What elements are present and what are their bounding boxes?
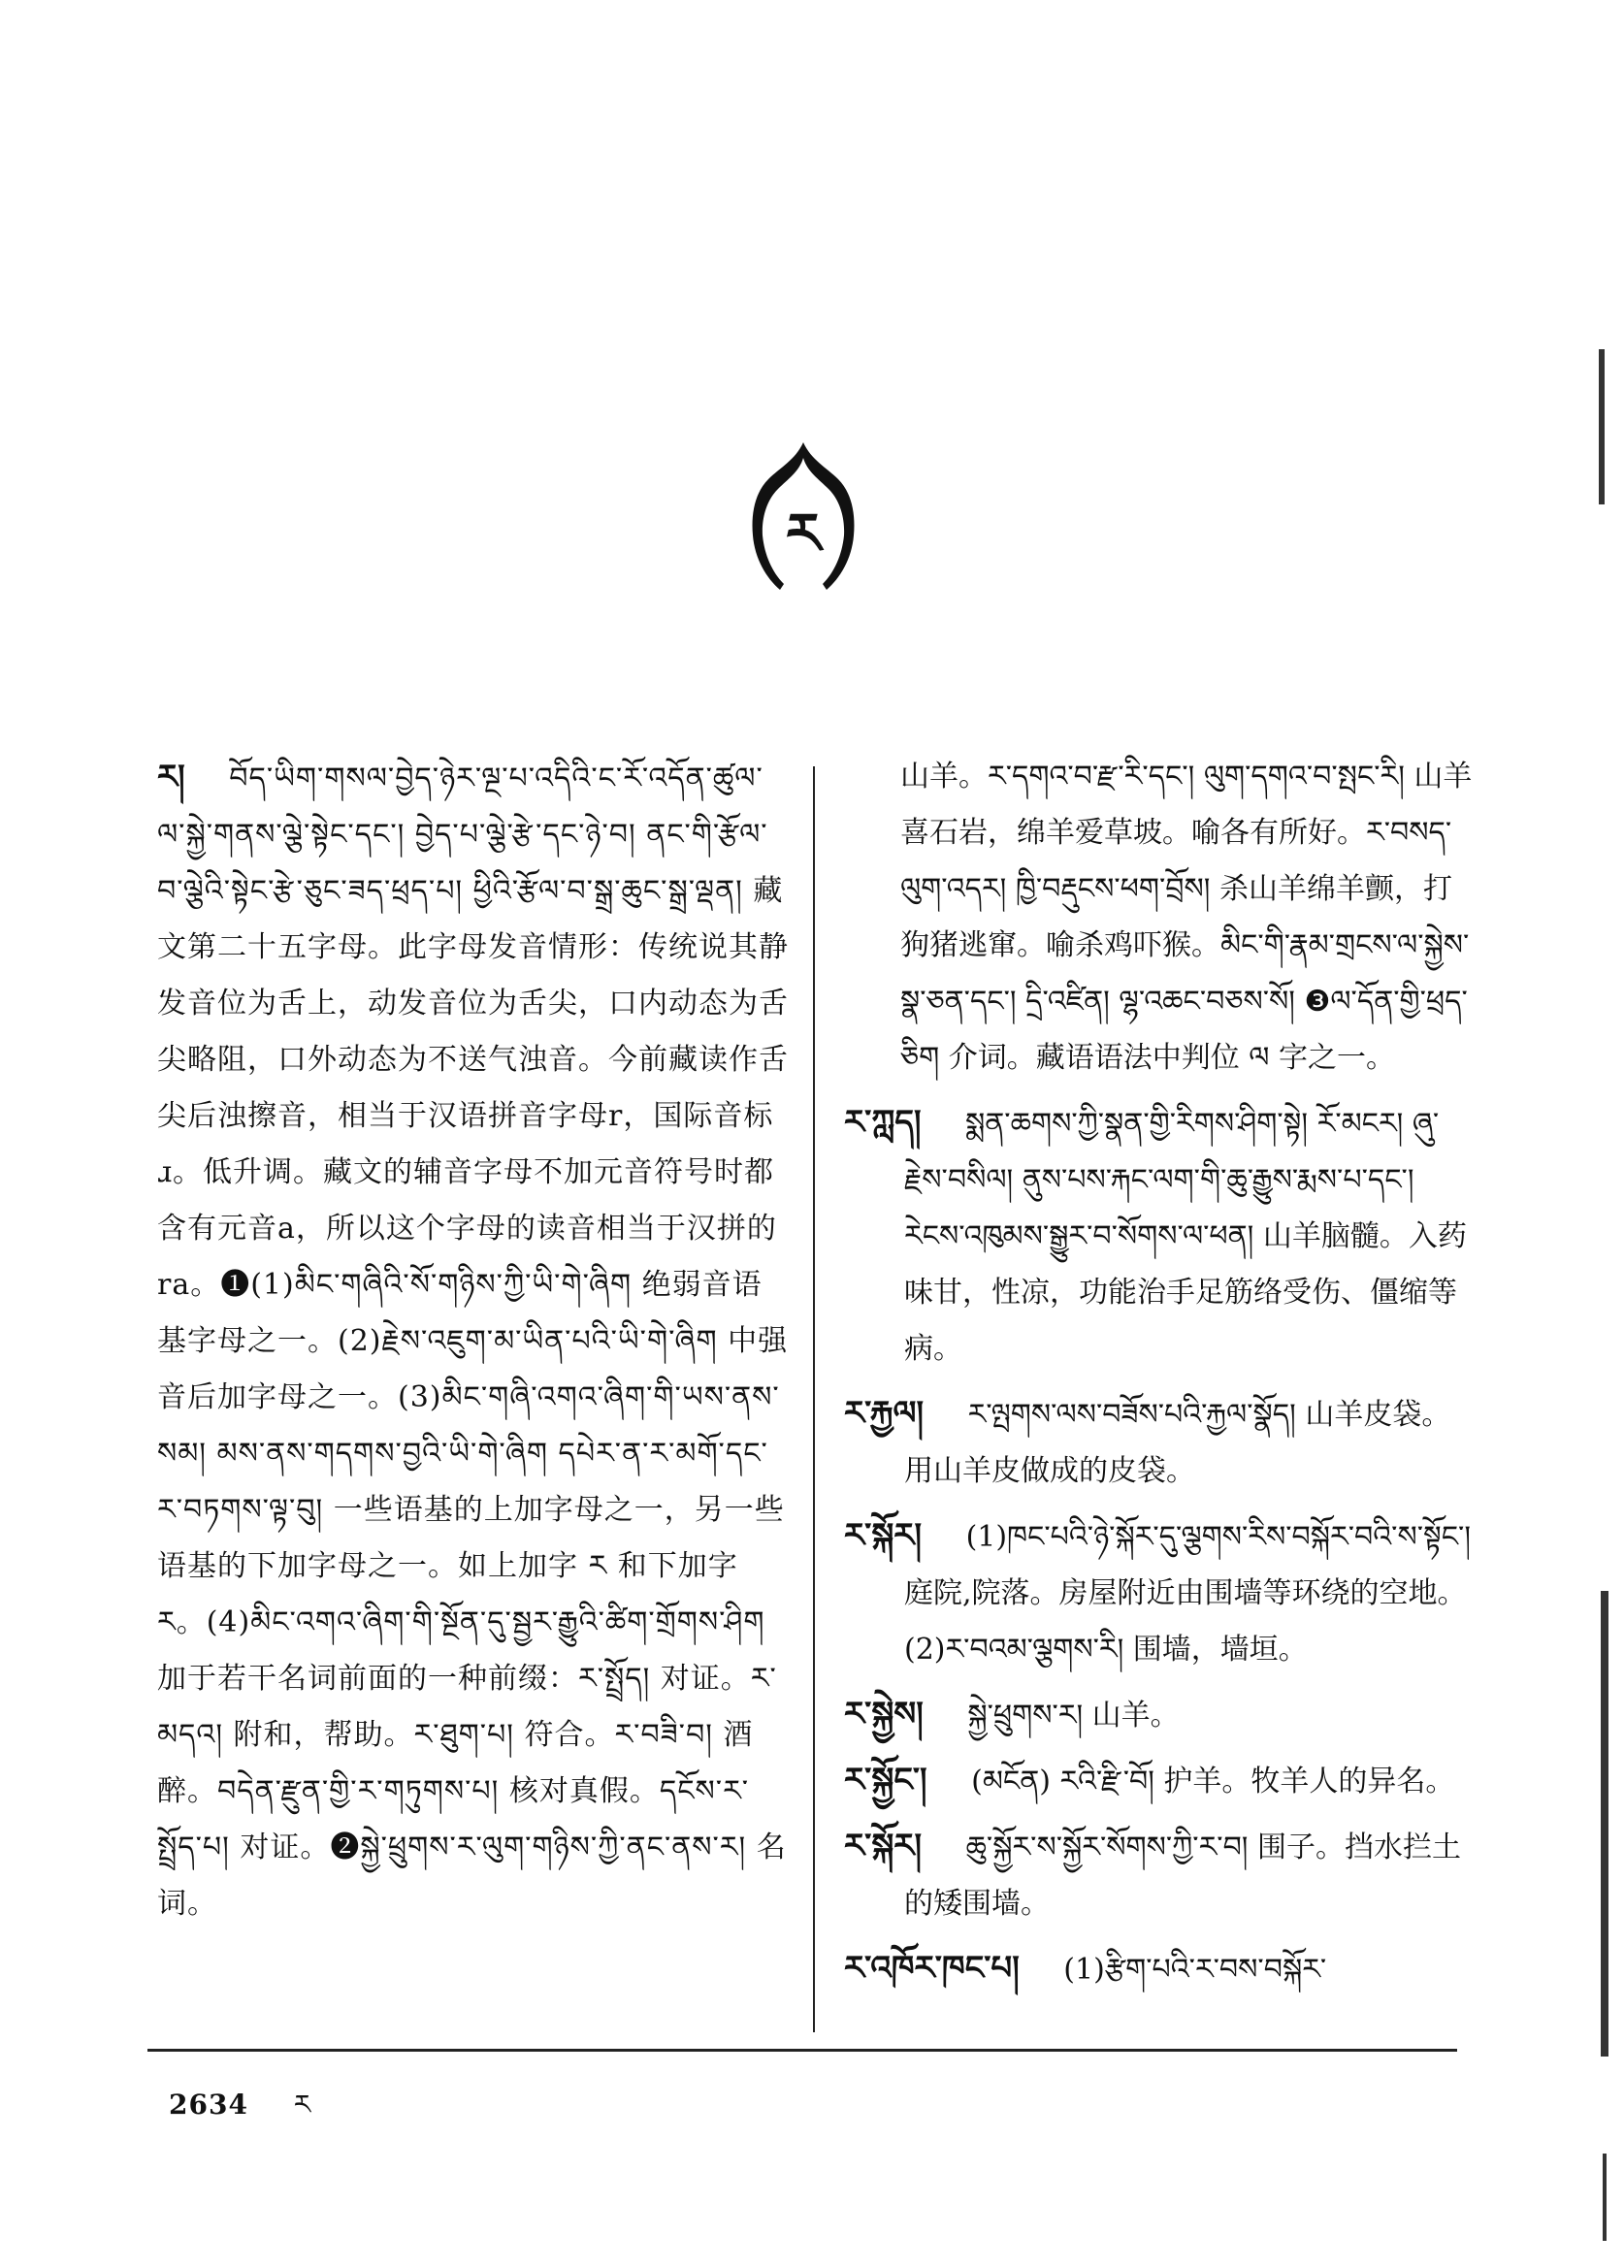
scan-edge-mark: [1599, 349, 1605, 504]
entry-body: སྨན་ཆགས་ཀྱི་སྣན་གྱི་རིགས་ཤིག་སྟེ། རོ་མངར། ཞུ་རྗེས་བསིལ། ནུས་པས་རྐང་ལག་གི་ཆུ་རྒྱུས་རྨས་པ་དང་། རེངས་འཁུམས་སྒྱུར་བ་སོགས་ལ་ཕན། 山羊脑髓。入药味甘，性凉，功能治手足筋络受伤、僵缩等病。: [904, 1107, 1467, 1366]
entry-ra: [157, 749, 790, 1932]
entry-ra-skyes: [844, 1686, 1475, 1744]
entry-ra-klad: [844, 1094, 1475, 1377]
flame-arch-icon: [747, 438, 860, 594]
scan-edge-mark: [1601, 1591, 1608, 2057]
footer-rule: [147, 2049, 1457, 2052]
entry-headword: ར་སྐོར།: [844, 1516, 923, 1555]
right-column: [844, 749, 1475, 2006]
entry-body: ར་ལྤགས་ལས་བཟོས་པའི་རྐྱལ་སྣོད། 山羊皮袋。用山羊皮做成的皮袋。: [904, 1398, 1451, 1488]
page-number: 2634: [169, 2089, 248, 2121]
entry-body: བོད་ཡིག་གསལ་བྱེད་ཉེར་ལྔ་པ་འདིའི་ང་རོ་འདོན་ཚུལ་ལ་སྐྱེ་གནས་ལྕེ་སྟེང་དང་། བྱེད་པ་ལྕེ་རྩེ་དང་ཉེ་བ། ནང་གི་རྩོལ་བ་ལྕེའི་སྟེང་རྩེ་ཅུང་ཟད་ཕྲད་པ། ཕྱིའི་རྩོལ་བ་སྒྲ་ཆུང་སྒྲ་ལྡན། 藏文第二十五字母。此字母发音情形：传统说其静发音位为舌上，动发音位为舌尖，口内动态为舌尖略阻，口外动态为不送气浊音。今前藏读作舌尖后浊擦音，相当于汉语拼音字母r，国际音标ɹ。低升调。藏文的辅音字母不加元音符号时都含有元音a，所以这个字母的读音相当于汉拼的ra。❶(1)མིང་གཞིའི་སོ་གཉིས་ཀྱི་ཡི་གེ་ཞིག 绝弱音语基字母之一。(2)རྗེས་འཇུག་མ་ཡིན་པའི་ཡི་གེ་ཞིག 中强音后加字母之一。(3)མིང་གཞི་འགའ་ཞིག་གི་ཡས་ནས་སམ། མས་ནས་གདགས་བྱའི་ཡི་གེ་ཞིག དཔེར་ན་ར་མགོ་དང་ར་བཏགས་ལྟ་བུ། 一些语基的上加字母之一，另一些语基的下加字母之一。如上加字 ར 和下加字 ར。(4)མིང་འགའ་ཞིག་གི་སྔོན་དུ་སྦྱར་རྒྱུའི་ཚིག་གྲོགས་ཤིག 加于若干名词前面的一种前缀：ར་སྤྲོད། 对证。ར་མདའ། 附和，帮助。ར་ཐུག་པ། 符合。ར་བཟི་བ། 酒醉。བདེན་རྫུན་གྱི་ར་གཏུགས་པ། 核对真假。དངོས་ར་སྤྲོད་པ། 对证。❷སྐྱེ་ཕྲུགས་ར་ལུག་གཉིས་ཀྱི་ནང་ནས་ར། 名词。: [157, 761, 789, 1921]
entry-ra-rkyal: [844, 1385, 1475, 1500]
entry-headword: ར་འཁོར་ཁང་པ།: [844, 1949, 1020, 1988]
entry-body: (1)རྩིག་པའི་ར་བས་བསྐོར་: [1063, 1953, 1327, 1987]
svg-text:ར: ར: [785, 501, 822, 567]
entry-ra-skor: [844, 1507, 1475, 1678]
entry-body: (མངོན) རའི་རྫི་བོ། 护羊。牧羊人的异名。: [971, 1765, 1455, 1798]
entry-ra-khor-khang: [844, 1940, 1475, 1998]
left-column: [157, 749, 790, 1940]
entry-headword: ར།: [157, 758, 185, 796]
entry-headword: ར་སྐྱེས།: [844, 1695, 924, 1733]
entry-headword: ར་སྐྱོང་།: [844, 1761, 927, 1799]
entry-ra-skor-2: [844, 1818, 1475, 1932]
entry-headword: ར་ཀླད།: [844, 1103, 922, 1142]
entry-body: སྐྱེ་ཕྲུགས་ར། 山羊。: [967, 1699, 1180, 1733]
column-divider: [813, 766, 815, 2032]
entry-body: (1)ཁང་པའི་ཉེ་སྐོར་དུ་ལྕགས་རིས་བསྐོར་བའི་ས་སྟོང་། 庭院,院落。房屋附近由围墙等环绕的空地。(2)ར་བའམ་ལྕགས་རི། 围墙，墙垣。: [904, 1520, 1472, 1667]
entry-ra-skyong: [844, 1752, 1475, 1810]
ra-letter-emblem: [747, 438, 860, 594]
entry-headword: ར་རྐྱལ།: [844, 1394, 925, 1433]
folio-letter: ར: [293, 2089, 312, 2121]
entry-continuation: 山羊。ར་དགའ་བ་རྫ་རི་དང་། ལུག་དགའ་བ་སྤང་རི། 山羊喜石岩，绵羊爱草坡。喻各有所好。ར་བསད་ལུག་འདར། ཁྱི་བརྡུངས་ཕག་བྲོས། 杀山羊绵羊颤，打狗猪逃窜。喻杀鸡吓猴。མིང་གི་རྣམ་གྲངས་ལ་སྐྱེས་སྣ་ཅན་དང་། དྲི་འཛིན། ལྷ་འཆང་བཅས་སོ། ❸ལ་དོན་གྱི་ཕྲད་ཅིག 介词。藏语语法中判位 ལ 字之一。: [900, 760, 1473, 1075]
page-footer: [169, 2074, 311, 2151]
entry-body: ཆུ་སྐྱོར་ས་སྐྱོར་སོགས་ཀྱི་ར་བ། 围子。挡水拦土的矮围墙。: [904, 1831, 1462, 1921]
scan-edge-mark: [1603, 2154, 1607, 2241]
entry-headword: ར་སྐོར།: [844, 1827, 923, 1865]
